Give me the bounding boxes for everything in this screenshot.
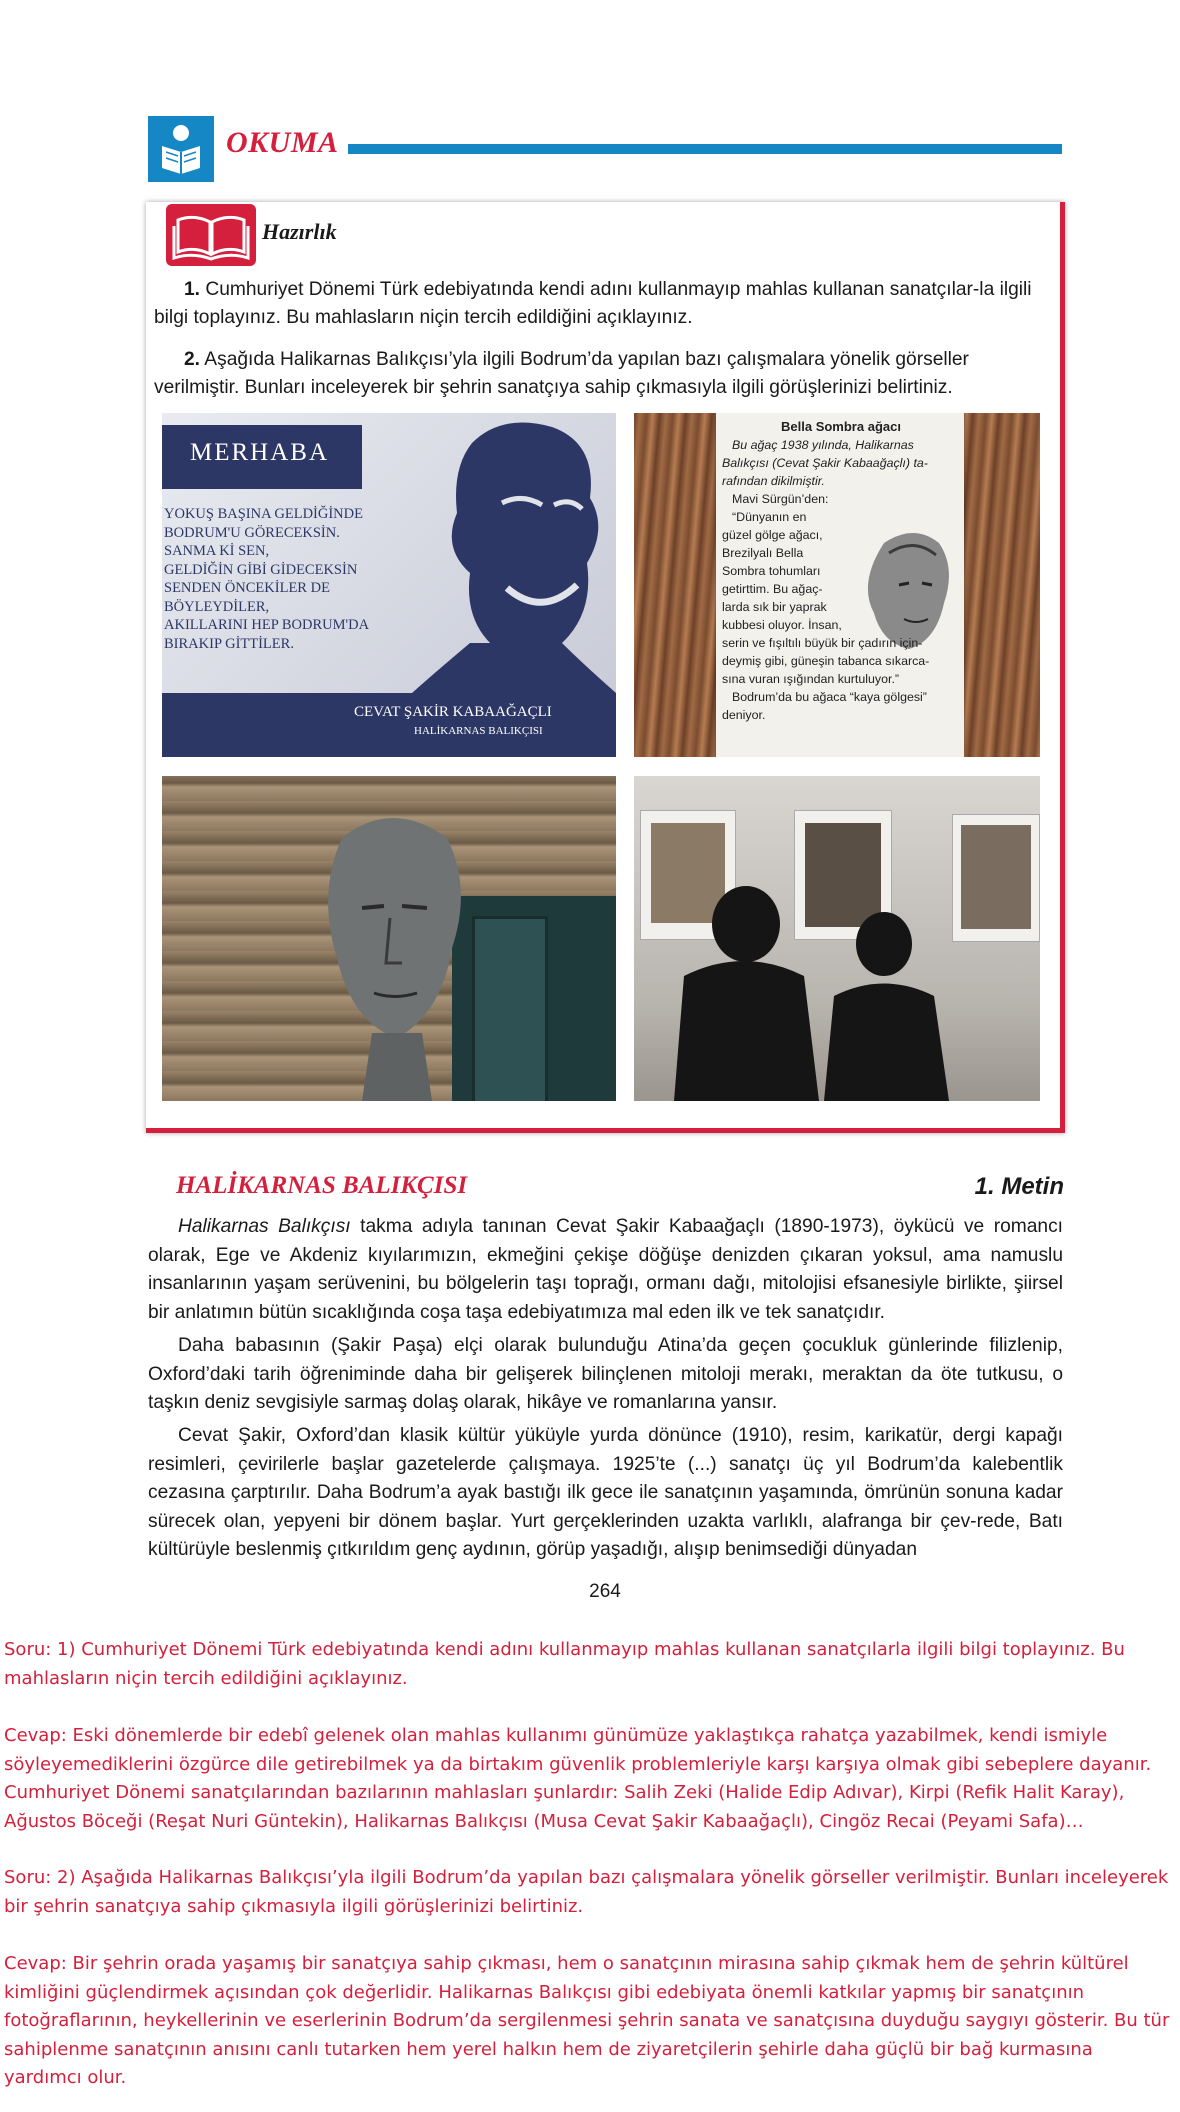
mural-line: BÖYLEYDİLER,: [164, 598, 270, 615]
mural-line: YOKUŞ BAŞINA GELDİĞİNDE: [164, 506, 363, 522]
mural-heading: MERHABA: [190, 439, 330, 466]
mural-signature-pen-name: HALİKARNAS BALIKÇISI: [414, 725, 543, 737]
paragraph-1-text: takma adıyla tanınan Cevat Şakir Kabaağaçlı (1890-1973), öykücü ve romancı olarak, Ege ve Akdeniz kıyılarımızın, ekmeğini çekişe döğüşe denizden çıkaran yoksul, ama namuslu insanlarının yaşam serüvenini, bu bölgelerin taşı toprağı, ormanı dağı, mitolojisi efsanesiyle birlikte, şiirsel bir anlatımın bütün sıcaklığında coşa taşa edebiyatımıza mal eden ilk ve tek sanatçıdır.: [148, 1216, 1064, 1323]
answer-1: Cevap: Eski dönemlerde bir edebî gelenek olan mahlas kullanımı günümüze yaklaştıkça rahatça yazabilmek, kendi ismiyle söyleyemediklerini özgürce dile getirebilmek ya da birtakım güvenlik problemleriyle karşı karşıya olmak gibi sebeplere dayanır. Cumhuriyet Dönemi sanatçılarından bazılarının mahlasları şunlardır: Salih Zeki (Halide Edip Adıvar), Kirpi (Refik Halit Karay), Ağustos Böceği (Reşat Nuri Güntekin), Halikarnas Balıkçısı (Musa Cevat Şakir Kabaağaçlı), Cingöz Recai (Peyami Safa)…: [4, 1725, 1152, 1832]
mural-line: AKILLARINI HEP BODRUM'DA: [164, 617, 370, 633]
article-paragraph-3: Cevat Şakir, Oxford’dan klasik kültür yüküyle yurda dönünce (1910), resim, karikatür, dergi kapağı resimleri, çevirilerle başlar gazetelerde çalışmaya. 1925’te (...) sanatçı üç yıl Bodrum’da kalebentlik cezasına çarptırılır. Daha Bodrum’a ayak bastığı ilk gece ile sanatçının yaşamında, ömrünün sonuna kadar sürecek olan, yepyeni bir dönem başlar. Yurt gerçeklerinden uzakta varlıklı, alafranga bir çev-rede, Batı kültürüyle beslenmiş çıtkırıldım genç aydının, görüp yaşadığı, alışıp benimsediği dünyadan: [148, 1425, 1063, 1560]
article-paragraph-1: [148, 1213, 1063, 1327]
mural-signature-name: CEVAT ŞAKİR KABAAĞAÇLI: [354, 704, 552, 720]
question-1-text: Cumhuriyet Dönemi Türk edebiyatında kendi adını kullanmayıp mahlas kullanan sanatçılar-la ilgili bilgi toplayınız. Bu mahlasların niçin tercih edildiğini açıklayınız.: [154, 279, 1032, 328]
portrait-silhouette: [412, 413, 616, 693]
mural-line: BIRAKIP GİTTİLER.: [164, 635, 294, 652]
article-paragraph-2: Daha babasının (Şakir Paşa) elçi olarak bulunduğu Atina’da geçen çocukluk günlerinde filizlenip, Oxford’daki tarih öğreniminde daha bir gelişerek bilinçlenen mitoloji merakı, meraktan da öte tutkusu, o taşkın deniz sevgisiyle sarmaş dolaş olarak, hikâye ve romanlarına yansır.: [148, 1335, 1063, 1413]
mural-line: SANMA Kİ SEN,: [164, 543, 270, 559]
header-rule: [348, 144, 1062, 154]
sign-line: Brezilyalı Bella: [722, 546, 804, 560]
bust-sculpture: [302, 798, 482, 1101]
sign-line: güzel gölge ağacı,: [722, 528, 823, 542]
article-title: HALİKARNAS BALIKÇISI: [176, 1172, 468, 1199]
sign-line: Sombra tohumları: [722, 564, 821, 578]
exhibition-photo: [634, 776, 1040, 1101]
sign-line: serin ve fışıltılı büyük bir çadırın için-: [722, 636, 923, 650]
question-2-number: 2.: [184, 349, 201, 370]
sign-line: Mavi Sürgün’den:: [732, 492, 829, 506]
mural-line: GELDİĞİN GİBİ GİDECEKSİN: [164, 561, 358, 578]
sign-title: Bella Sombra ağacı: [781, 419, 901, 434]
sign-line: Balıkçısı (Cevat Şakir Kabaağaçlı) ta-: [722, 456, 928, 470]
sign-text: [722, 418, 960, 724]
pen-name-italic: Halikarnas Balıkçısı: [178, 1216, 351, 1237]
bust-photo: [162, 776, 616, 1101]
mural-line: SENDEN ÖNCEKİLER DE: [164, 580, 330, 596]
sign-line: getirttim. Bu ağaç-: [722, 582, 823, 596]
reading-person-icon: [148, 116, 214, 182]
question-2: [154, 346, 1052, 402]
sign-line: Bu ağaç 1938 yılında, Halikarnas: [732, 438, 914, 452]
question-1: [154, 276, 1052, 332]
sign-line: rafından dikilmiştir.: [722, 474, 825, 488]
answer-question-2: Soru: 2) Aşağıda Halikarnas Balıkçısı’yla ilgili Bodrum’da yapılan bazı çalışmalara yönelik görseller verilmiştir. Bunları inceleyerek bir şehrin sanatçıya sahip çıkmasıyla ilgili görüşlerinizi belirtiniz.: [4, 1867, 1169, 1917]
open-book-icon: [166, 204, 256, 266]
sign-line: “Dünyanın en: [732, 510, 807, 524]
page-number: 264: [589, 1581, 621, 1602]
answer-question-1: Soru: 1) Cumhuriyet Dönemi Türk edebiyatında kendi adını kullanmayıp mahlas kullanan sanatçılarla ilgili bilgi toplayınız. Bu mahlasların niçin tercih edildiğini açıklayınız.: [4, 1639, 1125, 1689]
mural-photo: [162, 413, 616, 757]
question-2-text: Aşağıda Halikarnas Balıkçısı’yla ilgili Bodrum’da yapılan bazı çalışmalara yönelik görseller verilmiştir. Bunları inceleyerek bir şehrin sanatçıya sahip çıkmasıyla ilgili görüşlerinizi belirtiniz.: [154, 349, 969, 398]
tree-sign-photo: [634, 413, 1040, 757]
answer-2: Cevap: Bir şehrin orada yaşamış bir sanatçıya sahip çıkması, hem o sanatçının mirasına sahip çıkmak hem de şehrin kültürel kimliğini güçlendirmek açısından çok değerlidir. Halikarnas Balıkçısı gibi edebiyata önemli katkılar yapmış bir sanatçının fotoğraflarının, heykellerinin ve eserlerinin Bodrum’da sergilenmesi şehrin sanata ve sanatçısına duyduğu saygıyı gösterir. Bu tür sahiplenme sanatçının anısını canlı tutarken hem yerel halkın hem de ziyaretçilerin şehirle daha güçlü bir bağ kurmasına yardımcı olur.: [4, 1953, 1170, 2088]
question-1-number: 1.: [184, 279, 201, 300]
sign-line: larda sık bir yaprak: [722, 600, 827, 614]
sign-line: deniyor.: [722, 708, 766, 722]
sign-line: sına vuran ışığından kurtuluyor.”: [722, 672, 900, 686]
preparation-title: Hazırlık: [262, 219, 337, 244]
mural-line: BODRUM'U GÖRECEKSİN.: [164, 524, 340, 541]
sign-line: kubbesi oluyor. İnsan,: [722, 618, 842, 632]
sign-line: deymiş gibi, güneşin tabanca sıkarca-: [722, 654, 930, 668]
visitor-silhouettes: [634, 886, 1040, 1101]
article-label: 1. Metin: [974, 1173, 1064, 1200]
section-title: OKUMA: [226, 126, 339, 159]
sign-line: Bodrum’da bu ağaca “kaya gölgesi”: [732, 690, 927, 704]
mural-poem: [164, 505, 369, 653]
